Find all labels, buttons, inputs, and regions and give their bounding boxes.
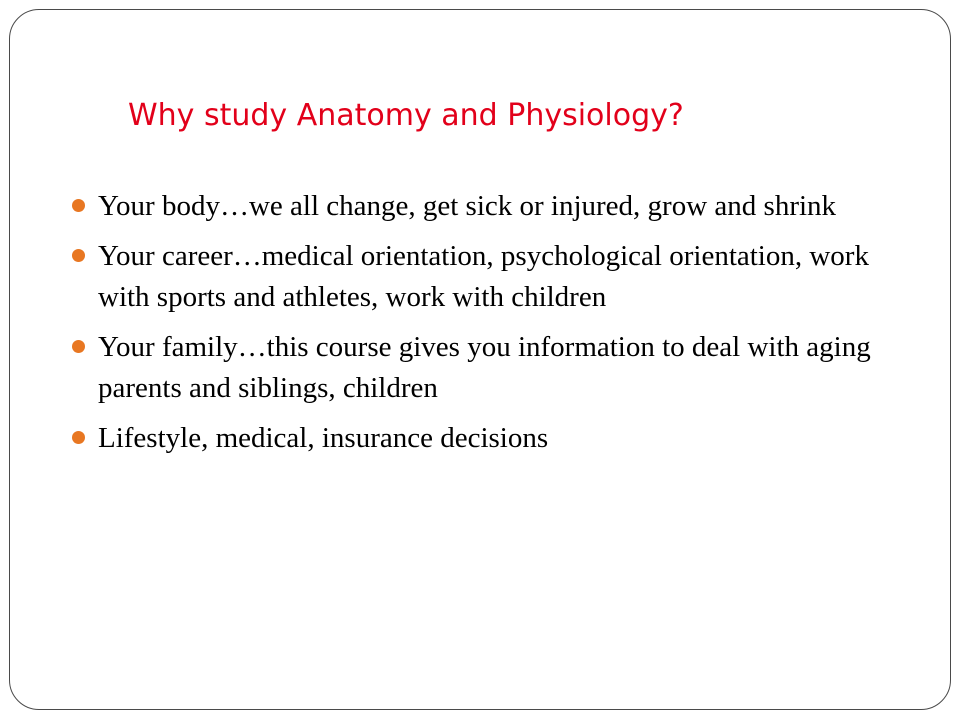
bullet-dot-icon — [72, 199, 85, 212]
bullet-text: Your family…this course gives you information to deal with aging parents and siblings, children — [98, 331, 871, 404]
bullet-text: Lifestyle, medical, insurance decisions — [98, 422, 549, 454]
bullet-item-career — [70, 236, 910, 318]
bullet-dot-icon — [72, 431, 85, 444]
bullet-item-family — [70, 327, 910, 409]
bullet-text: Your career…medical orientation, psychological orientation, work with sports and athletes, work with children — [98, 240, 869, 313]
slide-title: Why study Anatomy and Physiology? — [128, 98, 684, 133]
bullet-dot-icon — [72, 340, 85, 353]
bullet-text: Your body…we all change, get sick or injured, grow and shrink — [98, 190, 837, 222]
bullet-item-lifestyle — [70, 418, 910, 459]
slide-frame — [9, 9, 951, 710]
bullet-dot-icon — [72, 249, 85, 262]
bullet-item-body — [70, 186, 910, 227]
bullet-list — [70, 186, 910, 468]
